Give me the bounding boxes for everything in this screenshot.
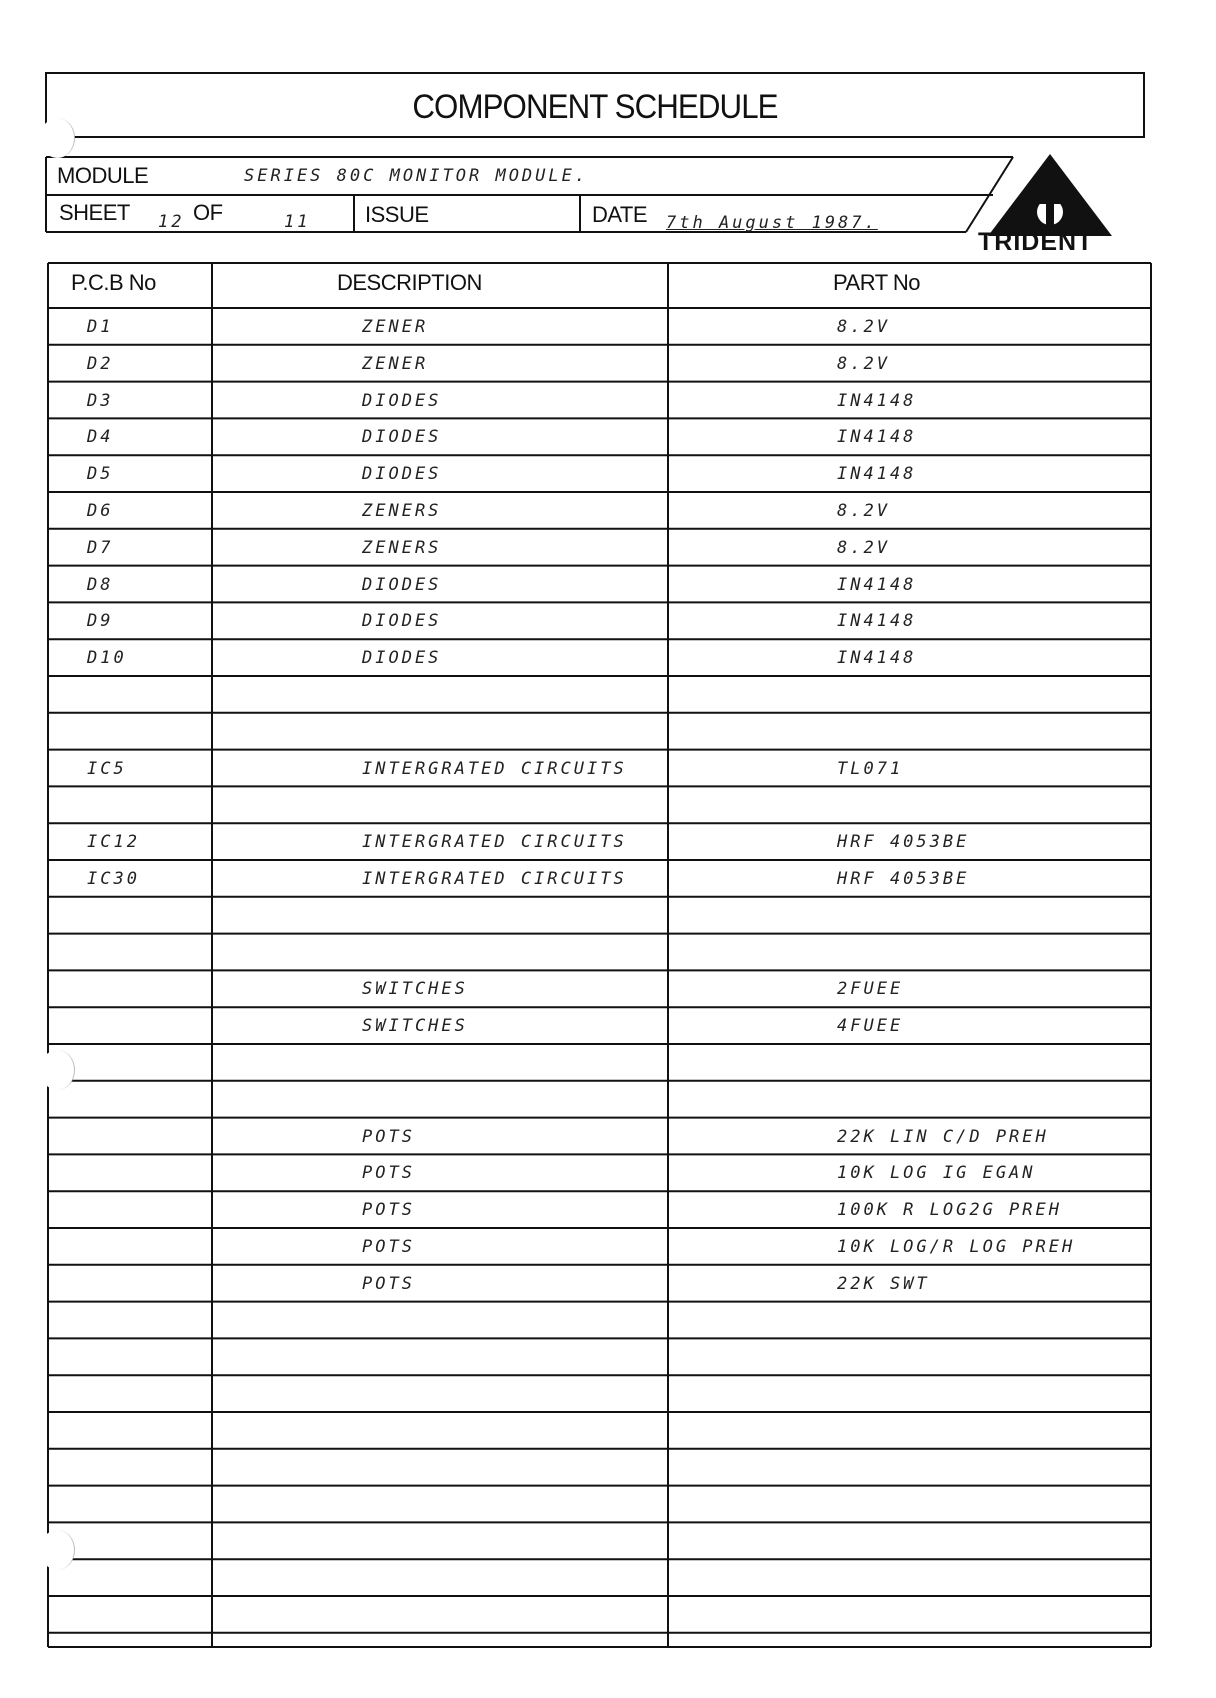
cell-part: 10K LOG/R LOG PREH <box>837 1237 1076 1257</box>
cell-pcb: D2 <box>87 353 114 374</box>
cell-pcb: D6 <box>87 501 114 521</box>
cell-desc: ZENER <box>362 317 429 337</box>
page-title: COMPONENT SCHEDULE <box>412 88 778 126</box>
punch-hole <box>40 118 75 158</box>
cell-pcb: D9 <box>87 611 114 632</box>
cell-desc: DIODES <box>362 390 442 411</box>
cell-pcb: D8 <box>87 574 114 595</box>
module-label: MODULE <box>57 163 149 188</box>
cell-part: IN4148 <box>837 648 917 669</box>
cell-part: TL071 <box>837 758 904 779</box>
cell-part: 100K R LOG2G PREH <box>837 1200 1062 1221</box>
cell-desc: DIODES <box>362 574 442 595</box>
cell-desc: INTERGRATED CIRCUITS <box>362 832 627 853</box>
cell-part: 22K SWT <box>837 1273 930 1294</box>
sheet-label: SHEET <box>59 200 130 225</box>
cell-pcb: IC12 <box>87 832 140 853</box>
sheet-value: 12 <box>158 212 185 232</box>
cell-part: IN4148 <box>837 464 917 485</box>
cell-desc: DIODES <box>362 611 442 632</box>
cell-part: IN4148 <box>837 390 917 411</box>
of-value: 11 <box>284 212 311 232</box>
punch-hole <box>40 1530 75 1570</box>
cell-pcb: D10 <box>87 648 127 669</box>
cell-pcb: D3 <box>87 390 114 411</box>
trident-logo-text: TRIDENT <box>978 228 1094 256</box>
issue-label: ISSUE <box>365 202 429 227</box>
module-value: SERIES 80C MONITOR MODULE. <box>244 166 589 186</box>
col-header-pcb: P.C.B No <box>71 270 156 295</box>
cell-part: 8.2V <box>837 537 890 558</box>
cell-desc: POTS <box>362 1237 415 1257</box>
cell-pcb: IC5 <box>87 758 127 779</box>
cell-desc: POTS <box>362 1163 415 1184</box>
cell-desc: DIODES <box>362 427 442 448</box>
cell-part: 8.2V <box>837 501 890 521</box>
date-value: 7th August 1987. <box>666 213 878 233</box>
cell-part: 10K LOG IG EGAN <box>837 1163 1036 1184</box>
cell-desc: ZENER <box>362 353 429 374</box>
cell-pcb: D5 <box>87 464 114 485</box>
cell-part: HRF 4053BE <box>837 869 970 889</box>
cell-part: IN4148 <box>837 611 917 632</box>
date-label: DATE <box>592 202 648 227</box>
cell-part: 22K LIN C/D PREH <box>837 1126 1049 1147</box>
cell-desc: DIODES <box>362 648 442 669</box>
punch-hole <box>40 1050 75 1090</box>
cell-desc: INTERGRATED CIRCUITS <box>362 758 627 779</box>
cell-pcb: D7 <box>87 537 114 558</box>
col-header-description: DESCRIPTION <box>337 270 482 295</box>
cell-desc: POTS <box>362 1273 415 1294</box>
cell-desc: INTERGRATED CIRCUITS <box>362 869 627 889</box>
cell-part: 8.2V <box>837 353 890 374</box>
cell-desc: POTS <box>362 1200 415 1221</box>
cell-desc: POTS <box>362 1126 415 1147</box>
table-grid <box>47 262 1152 1648</box>
cell-desc: ZENERS <box>362 537 442 558</box>
cell-part: 2FUEE <box>837 979 904 1000</box>
cell-desc: ZENERS <box>362 501 442 521</box>
cell-desc: SWITCHES <box>362 1016 468 1037</box>
cell-part: IN4148 <box>837 574 917 595</box>
col-header-part: PART No <box>833 270 920 295</box>
of-label: OF <box>193 200 223 225</box>
cell-desc: DIODES <box>362 464 442 485</box>
cell-part: HRF 4053BE <box>837 832 970 853</box>
cell-part: 8.2V <box>837 317 890 337</box>
cell-pcb: D1 <box>87 317 114 337</box>
cell-pcb: IC30 <box>87 869 140 889</box>
cell-part: 4FUEE <box>837 1016 904 1037</box>
cell-desc: SWITCHES <box>362 979 468 1000</box>
component-table <box>47 262 1152 1648</box>
cell-pcb: D4 <box>87 427 114 448</box>
cell-part: IN4148 <box>837 427 917 448</box>
